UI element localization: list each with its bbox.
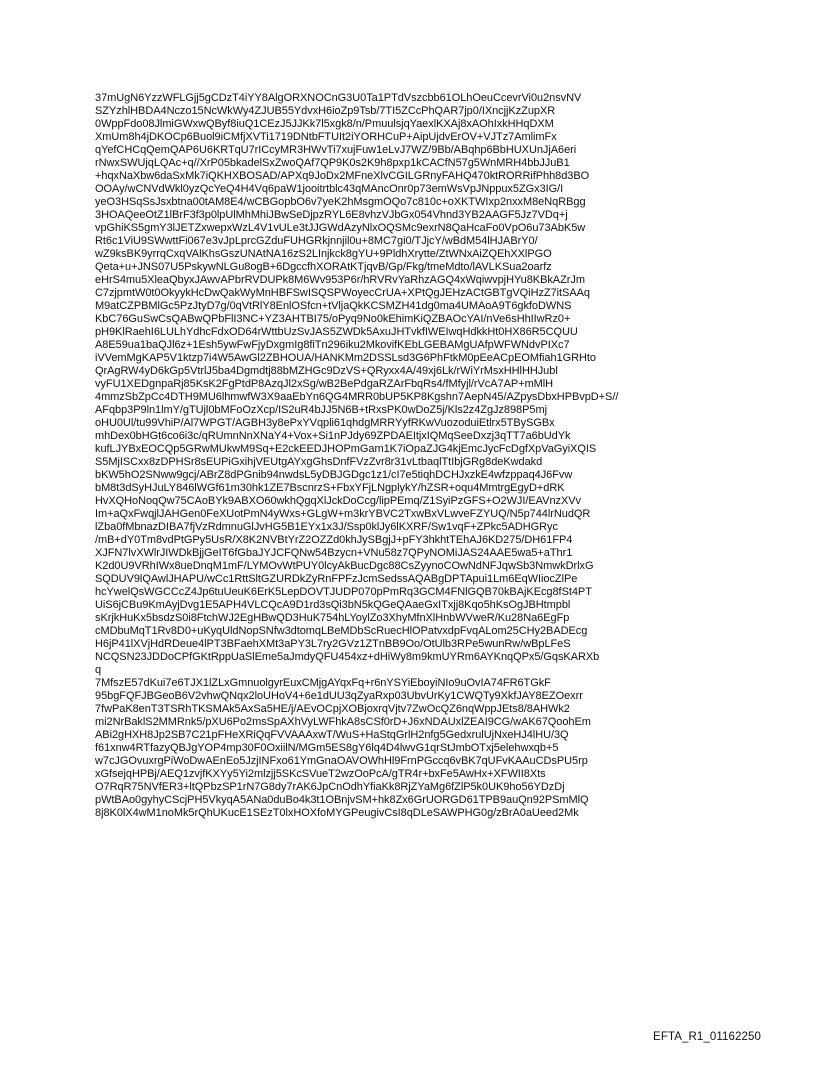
text-line: eHrS4mu5XleaQbyxJAwvAPbrRVDUPk8M6Wv953P6r/hRVRvYaRhzAGQ4xWqiwvpjHYu8KBkAZrJm xyxy=(95,274,585,286)
text-line: bM8t3dSyHJuLY846lWGf61m30hk1ZE7BscnrzS+FbxYFjLNgplykY/hZSR+oqu4MmtrgEgyD+dRK xyxy=(95,482,565,494)
text-line: 4mmzSbZpCc4DTH9MU6lhmwfW3X9aaEbYn6QG4MRR0bUP5KP8Kgshn7AepN45/AZpysDbxHPBvpD+S// xyxy=(95,391,619,403)
text-line: +hqxNaXbw6daSxMk7iQKHXBOSAD/APXq9JoDx2MFneXlvCGILGRnyFAHQ470ktRORRifPhh8d3BO xyxy=(95,170,590,182)
text-line: q xyxy=(95,664,102,676)
text-line: NCQSN23JDDoCPfGKtRppUaSlEme5aJmdyQFU454xz+dHiWy8m9kmUYRm6AYKnqQPx5/GqsKARXb xyxy=(95,651,600,663)
text-line: M9atCZPBMlGc5PzJtyD7g/0qVtRlY8EnlOSfcn+tVljaQkKCSMZH41dg0ma4UMAoA9T6gkfoDWNS xyxy=(95,300,572,312)
text-line: xGfsejqHPBj/AEQ1zvjfKXYy5Yi2mlzjj5SKcSVueT2wzOoPcA/gTR4r+bxFe5AwHx+XFWII8Xts xyxy=(95,768,546,780)
text-line: UiS6jCBu9KmAyjDvg1E5APH4VLCQcA9D1rd3sQi3bN5kQGeQAaeGxITxjj8Kqo5hKsOgJBHtmpbl xyxy=(95,599,571,611)
text-line: bKW5hO2SNww9gcj/ABrZ8dPGnib94nwdsL5yDBJGDgc1z1/cI7e5tiqhDCHJxzkE4wfzppaq4J6Fvw xyxy=(95,469,573,481)
text-line: Im+aQxFwqjlJAHGen0FeXUotPmN4yWxs+GLgW+m3krYBVC2TxwBxVLwveFZYUQ/N5p744lrNudQR xyxy=(95,508,591,520)
text-line: vpGhiKS5gmY3lJETZxwepxWzL4V1vULe3tJJGWdAzyNlxOQSMc9exrN8QaHcaFo0VpO6u73AbK5w xyxy=(95,222,586,234)
text-line: mi2NrBaklS2MMRnk5/pXU6Po2msSpAXhVyLWFhkA8sCSf0rD+J6xNDAUxlZEAI9CG/wAK67QoohEm xyxy=(95,716,591,728)
text-line: 7MfszE57dKui7e6TJX1lZLxGmnuolgyrEuxCMjgAYqxFq+r6nYSYiEboyiNIo9uOvIA74FR6TGkF xyxy=(95,677,551,689)
text-line: qYefCHCqQemQAP6U6KRTqU7rICcyMR3HWvTi7xujFuw1eLvJ7WZ/9Bb/ABqhp6BbHUXUnJjA6eri xyxy=(95,144,577,156)
text-line: QrAgRW4yD6kGp5VtrlJ5ba4Dgmdtj88bMZHGc9DzVS+QRyxx4A/49xj6Lk/rWiYrMsxHHlHHJubl xyxy=(95,365,558,377)
text-line: cMDbuMqT1Rv8D0+uKyqUldNopSNfw3dtomqLBeMDbScRuecHlOPatvxdpFvqALom25CHy2BADEcg xyxy=(95,625,588,637)
text-line: kufLJYBxEOCQp5GRwMUkwM9Sq+E2ckEEDJHOPmGam1K7iOpaZJG4kjEmcJycFcDgfXpVaGyiXQIS xyxy=(95,443,597,455)
text-line: SZYzhlHBDA4Nczo15NcWkWy4ZJUB55YdvxH6ioZp9Tsb/7TI5ZCcPhQAR7jp0/IXncjjKzZupXR xyxy=(95,105,556,117)
text-line: pH9KlRaehI6LULhYdhcFdxOD64rWttbUzSvJAS5ZWDk5AxuJHTvkfIWEIwqHdkkHt0HX86R5CQUU xyxy=(95,326,578,338)
text-line: ABi2gHXH8Jp2SB7C21pFHeXRiQqFVVAAAxwT/WuS+HaStqGrlH2nfg5GedxrulUjNxeHJ4lHU/3Q xyxy=(95,729,569,741)
text-line: HvXQHoNoqQw75CAoBYk9ABXO60wkhQgqXlJckDoCcg/lipPEmq/Z1SyiPzGFS+O2WJI/EAVnzXVv xyxy=(95,495,581,507)
document-id-footer: EFTA_R1_01162250 xyxy=(653,1031,761,1043)
text-line: rNwxSWUjqLQAc+q//XrP05bkadelSxZwoQAf7QP9K0s2K9h8pxp1kCACfN57g5WnMRH4bbJJuB1 xyxy=(95,157,570,169)
text-line: oHU0Ul/tu99VhiP/Al7WPGT/AGBH3y8ePxYVqpli61qhdgMRRYyfRKwVuozoduiEtlrx5TBySGBx xyxy=(95,417,555,429)
text-line: pWtBAo0gyhyCScjPH5VkyqA5ANa0duBo4k3t1OBnjvSM+hk8Zx6GrUORGD61TPB9auQn92PSmMlQ xyxy=(95,794,589,806)
text-line: OOAy/wCNVdWkl0yzQcYeQ4H4Vq6paW1jooitrtblc43qMAncOnr0p73emWsVpJNppux5ZGx3IG/I xyxy=(95,183,564,195)
text-line: K2d0U9VRhIWx8ueDnqM1mF/LYMOvWtPUY0lcyAkBucDgc88CsZyynoCOwNdNFJqwSb3NmwkDrlxG xyxy=(95,560,594,572)
text-line: O7RqR75NVfER3+ltQPbzSP1rN7G8dy7rAK6JpCnOdhYfiaKk8RjZYaMg6fZlP5k0UK9ho56YDzDj xyxy=(95,781,565,793)
text-line: iVVemMgKAP5V1ktzp7i4W5AwGl2ZBHOUA/HANKMm2DSSLsd3G6PhFtkM0pEeACpEOMfiah1GRHto xyxy=(95,352,596,364)
text-line: f61xnw4RTfazyQBJgYOP4mp30F0OxiilN/MGm5ES8gY6lq4D4lwvG1qrStJmbOTxj5elehwxqb+5 xyxy=(95,742,559,754)
text-line: mhDex0bHGt6co6i3c/qRUmnNnXNaY4+Vox+Si1nPJdy69ZPDAEItjxIQMqSeeDxzj3qTT7a6bUdYk xyxy=(95,430,571,442)
text-line: hcYwelQsWGCCcZ4Jp6tuUeuK6ErK5LepDOVTJUDP070pPmRq3GCM4FNlGQB70kBAjKEcg8fSt4PT xyxy=(95,586,592,598)
text-line: Qeta+u+JNS07U5PskywNLGu8ogB+6DgccfhXORAtKTjqvB/Gp/Fkg/tmeMdto/lAVLKSua2oarfz xyxy=(95,261,552,273)
text-line: S5MjISCxx8zDPHSr8sEUPiGxihjVEUtgAYxgGhsDnfFVzZvr8r31vLtbaqlTtIbjGRg8deKwdakd xyxy=(95,456,543,468)
text-line: A8E59ua1baQJl6z+1Esh5ywFwFjyDxgmIg8fiTn296iku2MkovifKEbLGEBAMgUAfpWFWNdvPIXc7 xyxy=(95,339,570,351)
text-line: 37mUgN6YzzWFLGjj5gCDzT4iYY8AlgORXNOCnG3U0Ta1PTdVszcbb61OLhOeuCcevrVi0u2nsvNV xyxy=(95,92,582,104)
text-line: 3HOAQeeOtZ1lBrF3f3p0lpUlMhMhiJBwSeDjpzRYL6E8vhzVJbGx054Vhnd3YB2AAGF5Jz7VDq+j xyxy=(95,209,568,221)
text-line: 8j8K0lX4wM1noMk5rQhUKucE1SEzT0lxHOXfoMYGPeugivCsI8qDLeSAWPHG0g/zBrA0aUeed2Mk xyxy=(95,807,579,819)
text-line: 7fwPaK8enT3TSRhTKSMAk5AxSa5HE/j/AEvOCpjXOBjoxrqVjtv7ZwOcQZ6nqWppJEts8/8AHWk2 xyxy=(95,703,570,715)
text-line: C7zjpmtW0t0OkyykHcDwQakWyMnHBFSwISQSPWoyecCrUA+XPtQgJEHzACtGBTgVQiHzZ7itSAAq xyxy=(95,287,590,299)
text-line: AFqbp3P9ln1lmY/gTUjl0bMFoOzXcp/IS2uR4bJJ5N6B+tRxsPK0wDoZ5j/Kls2z4ZgJz898P5mj xyxy=(95,404,547,416)
text-line: lZba0fMbnazDIBA7fjVzRdmnuGlJvHG5B1EYx1x3J/Ssp0klJy6lKXRF/Sw1vqF+ZPkc5ADHGRyc xyxy=(95,521,558,533)
text-line: wZ9ksBK9yrrqCxqVAlKhsGszUNAtNA16zS2LInjkck8gYU+9PldhXrytte/ZtWNxAiZQEhXXlPGO xyxy=(95,248,552,260)
text-line: w7cJGOvuxrgPiWoDwAEnEo5JzjINFxo61YmGnaOAVOWhHl9FrnPGccq6vBK7qUFvKAAuCDsPU5rp xyxy=(95,755,588,767)
text-line: sKrjkHuKx5bsdzS0i8FtchWJ2EgHBwQD3HuK754hLYoylZo3XhyMfnXlHnbWVweR/Ku28Na6EgFp xyxy=(95,612,570,624)
text-line: /mB+dY0Tm8vdPtGPy5UsR/X8K2NVBtYrZ2OZZd0khJySBgjJ+pFY3hkhtTEhAJ6KD275/DH61FP4 xyxy=(95,534,573,546)
text-line: XJFN7lvXWlrJIWDkBjjGeIT6fGbaJYJCFQNw54Bzycn+VNu58z7QPyNOMiJAS24AAE5wa5+aThr1 xyxy=(95,547,573,559)
text-line: H6jP41lXVjHdRDeue4lPT3BFaehXMt3aPY3L7ry2GVz1ZTnBB9Oo/OtUlb3RPe5wunRw/wBpLFeS xyxy=(95,638,571,650)
text-line: yeO3HSqSsJsxbtna00tAM8E4/wCBGopbO6v7yeK2hMsgmOQo7c810c+oXKTWIxp2nxxM8eNqRBgg xyxy=(95,196,586,208)
text-line: XmUm8h4jDKOCp6Buol9iCMfjXVTi1719DNtbFTUIt2iYORHCuP+AipUjdvErOV+VJTz7AmlimFx xyxy=(95,131,557,143)
text-line: SQDUV9lQAwlJHAPU/wCc1RttSltGZURDkZyRnFPFzJcmSedssAQABgDPTApui1Lm6EqWIiocZlPe xyxy=(95,573,578,585)
text-line: vyFU1XEDgnpaRj85KsK2FgPtdP8AzqJl2xSg/wB2BePdgaRZArFbqRs4/fMfyjl/rVcA7AP+mMlH xyxy=(95,378,554,390)
text-line: KbC76GuSwCsQABwQPbFlI3NC+YZ3AHTBI75/oPyq9No0kEhimKiQZBAOcYAI/nVe6sHhIIwRz0+ xyxy=(95,313,571,325)
text-line: 0WppFdo08JlmiGWxwQByf8iuQ1CEzJ5JJKk7l5xgk8/n/PmuulsjqYaexlKXAj8xAOhIxkHHqDXM xyxy=(95,118,554,130)
encoded-text-block xyxy=(95,92,735,820)
text-line: 95bgFQFJBGeoB6V2vhwQNqx2loUHoV4+6e1dUU3qZyaRxp03UbvUrKy1CWQTy9XkfJAY8EZOexrr xyxy=(95,690,583,702)
text-line: Rt6c1ViU9SWwttFi067e3vJpLprcGZduFUHGRkjnnjil0u+8MC7gi0/TJjcY/wBdM54lHJABrY0/ xyxy=(95,235,538,247)
